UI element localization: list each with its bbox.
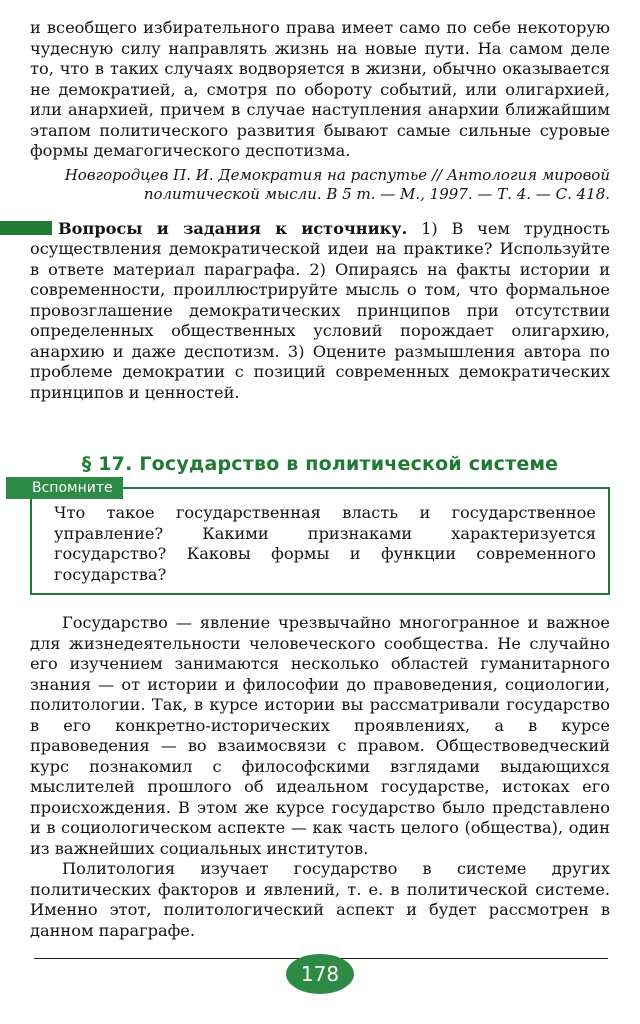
questions-text: 1) В чем трудность осуществления демократической идеи на практике? Используйте в ответе материал параграфа. 2) Опираясь на факты истории и современности, проиллюстрируйте мысль о том, что формальное провозглашение демократических принципов при отсутствии определенных общественных условий порождает олигархию, анархию и даже деспотизм. 3) Оцените размышления автора по проблеме демократии с позиций современных демократических принципов и ценностей. <box>30 218 610 402</box>
intro-paragraph: и всеобщего избирательного права имеет само по себе некоторую чудесную силу направлять жизнь на новые пути. На самом деле то, что в таких случаях водворяется в жизни, обычно оказывается не демократией, а, смотря по обороту событий, или олигархией, или анархией, причем в случае наступления анархии ближайшим этапом политического развития бывают самые сильные суровые формы демагогического деспотизма. <box>30 18 610 160</box>
source-questions <box>30 219 610 404</box>
source-citation: Новгородцев П. И. Демократия на распутье // Антология мировой политической мысли. В 5 т. — М., 1997. — Т. 4. — С. 418. <box>64 165 610 203</box>
recall-tab: Вспомните <box>6 477 123 499</box>
recall-box <box>30 480 610 595</box>
body-text <box>30 613 610 941</box>
body-paragraph: Политология изучает государство в системе других политических факторов и явлений, т. е. в политической системе. Именно этот, политологический аспект и будет рассмотрен в данном параграфе. <box>30 859 610 940</box>
questions-marker-icon <box>0 221 52 235</box>
textbook-page <box>30 18 610 941</box>
page-number-badge: 178 <box>286 954 354 994</box>
body-paragraph: Государство — явление чрезвычайно многогранное и важное для жизнедеятельности человеческого сообщества. Не случайно его изучением занимаются несколько областей гуманитарного знания — от истории и философии до правоведения, социологии, политологии. Так, в курсе истории вы рассматривали государство в его конкретно-исторических проявлениях, а в курсе правоведения — во взаимосвязи с правом. Обществоведческий курс познакомил с философскими взглядами выдающихся мыслителей прошлого об идеальном государстве, истоках его происхождения. В этом же курсе государство было представлено и в социологическом аспекте — как часть целого (общества), один из важнейших социальных институтов. <box>30 613 610 858</box>
section-title: § 17. Государство в политической системе <box>81 453 559 475</box>
questions-heading: Вопросы и задания к источнику. <box>58 218 408 238</box>
recall-text: Что такое государственная власть и государственное управление? Какими признаками характеризуется государство? Каковы формы и функции современного государства? <box>54 503 596 584</box>
